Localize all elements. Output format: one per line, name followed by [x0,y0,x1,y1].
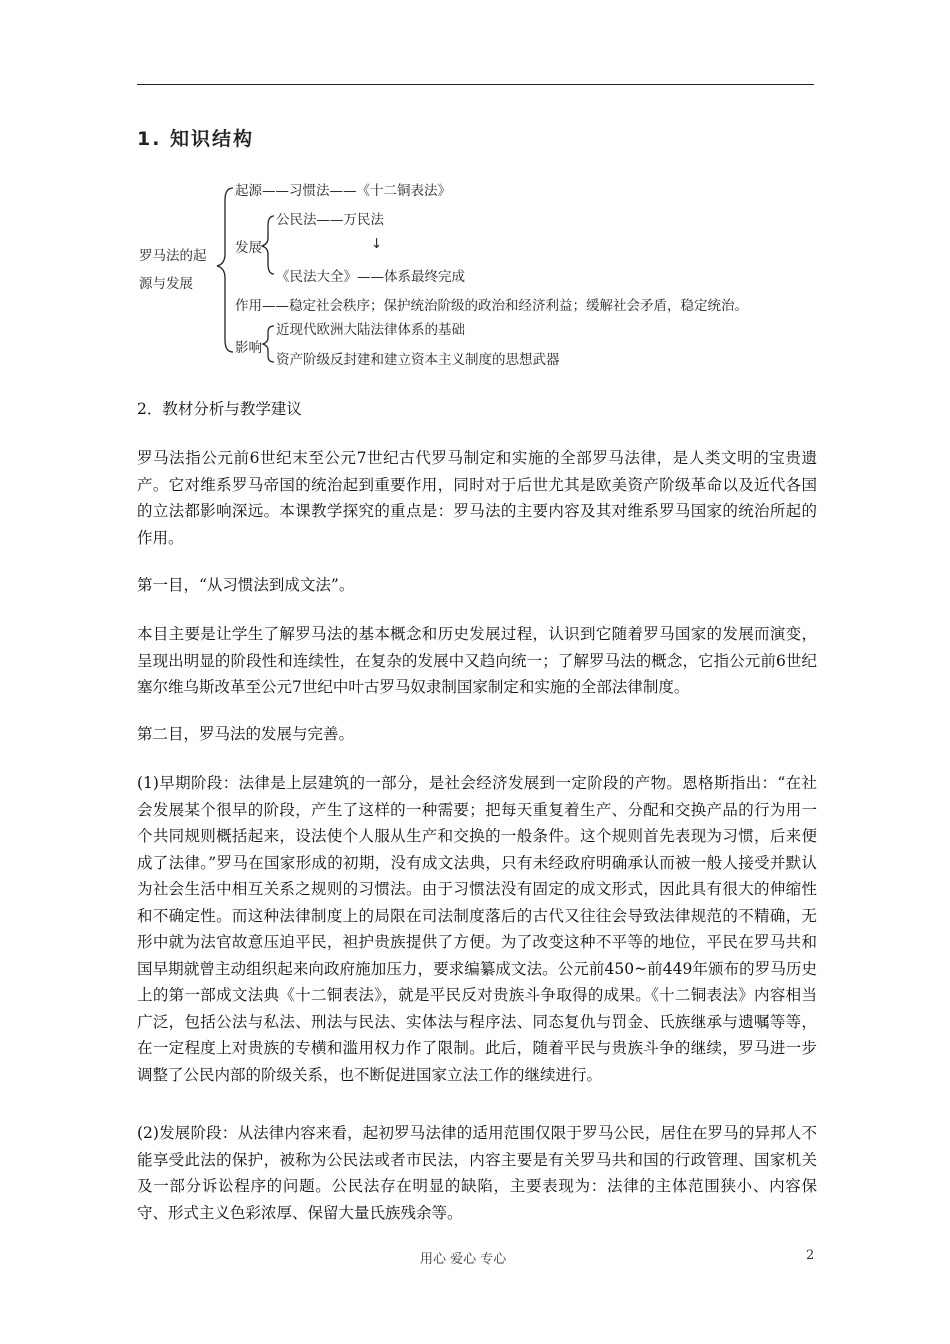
development-label: 发展 [235,240,262,256]
influence-label: 影响 [235,340,262,356]
main-brace [217,188,233,352]
root-label-line2: 源与发展 [139,276,193,292]
paragraph-second-item: 第二目，罗马法的发展与完善。 [137,725,355,743]
page-number: 2 [806,1248,815,1263]
development-item-1: 公民法——万民法 [276,212,384,228]
role-item: 作用——稳定社会秩序；保护统治阶级的政治和经济利益；缓解社会矛盾，稳定统治。 [235,298,748,314]
section-title-knowledge-structure: 1. 知识结构 [137,128,255,150]
influence-brace [263,326,274,362]
development-item-2: 《民法大全》——体系最终完成 [276,269,465,285]
footer-motto: 用心 爱心 专心 [420,1252,507,1267]
paragraph-development-stage: (2)发展阶段：从法律内容来看，起初罗马法律的适用范围仅限于罗马公民，居住在罗马的异邦人不能享受此法的保护，被称为公民法或者市民法，内容主要是有关罗马共和国的行政管理、国家机关及一部分诉讼程序的问题。公民法存在明显的缺陷，主要表现为：法律的主体范围狭小、内容保守、形式主义色彩浓厚、保留大量氏族残余等。 [137,1124,817,1222]
header-rule [137,84,814,85]
influence-item-1: 近现代欧洲大陆法律体系的基础 [276,322,465,338]
paragraph-first-item: 第一目，“从习惯法到成文法”。 [137,576,355,594]
root-label-line1: 罗马法的起 [139,248,207,264]
down-arrow-icon: ↓ [371,236,383,252]
influence-item-2: 资产阶级反封建和建立资本主义制度的思想武器 [276,352,560,368]
knowledge-structure-diagram [137,170,867,380]
origin-item: 起源——习惯法——《十二铜表法》 [235,183,451,199]
paragraph-intro: 罗马法指公元前6世纪末至公元7世纪古代罗马制定和实施的全部罗马法律，是人类文明的宝贵遗产。它对维系罗马帝国的统治起到重要作用，同时对于后世尤其是欧美资产阶级革命以及近代各国的立法都影响深远。本课教学探究的重点是：罗马法的主要内容及其对维系罗马国家的统治所起的作用。 [137,449,817,547]
paragraph-first-item-body: 本目主要是让学生了解罗马法的基本概念和历史发展过程，认识到它随着罗马国家的发展而演变，呈现出明显的阶段性和连续性，在复杂的发展中又趋向统一；了解罗马法的概念，它指公元前6世纪塞尔维乌斯改革至公元7世纪中叶古罗马奴隶制国家制定和实施的全部法律制度。 [137,625,817,696]
section-title-analysis: 2．教材分析与教学建议 [137,400,302,418]
paragraph-early-stage: (1)早期阶段：法律是上层建筑的一部分，是社会经济发展到一定阶段的产物。恩格斯指出：“在社会发展某个很早的阶段，产生了这样的一种需要；把每天重复着生产、分配和交换产品的行为用一个共同规则概括起来，设法使个人服从生产和交换的一般条件。这个规则首先表现为习惯，后来便成了法律。”罗马在国家形成的初期，没有成文法典，只有未经政府明确承认而被一般人接受并默认为社会生活中相互关系之规则的习惯法。由于习惯法没有固定的成文形式，因此具有很大的伸缩性和不确定性。而这种法律制度上的局限在司法制度落后的古代又往往会导致法律规范的不精确，无形中就为法官故意压迫平民，袒护贵族提供了方便。为了改变这种不平等的地位，平民在罗马共和国早期就曾主动组织起来向政府施加压力，要求编纂成文法。公元前450~前449年颁布的罗马历史上的第一部成文法典《十二铜表法》，就是平民反对贵族斗争取得的成果。《十二铜表法》内容相当广泛，包括公法与私法、刑法与民法、实体法与程序法、同态复仇与罚金、氏族继承与遗嘱等等，在一定程度上对贵族的专横和滥用权力作了限制。此后，随着平民与贵族斗争的继续，罗马进一步调整了公民内部的阶级关系，也不断促进国家立法工作的继续进行。 [137,774,817,1084]
development-brace [262,216,274,274]
